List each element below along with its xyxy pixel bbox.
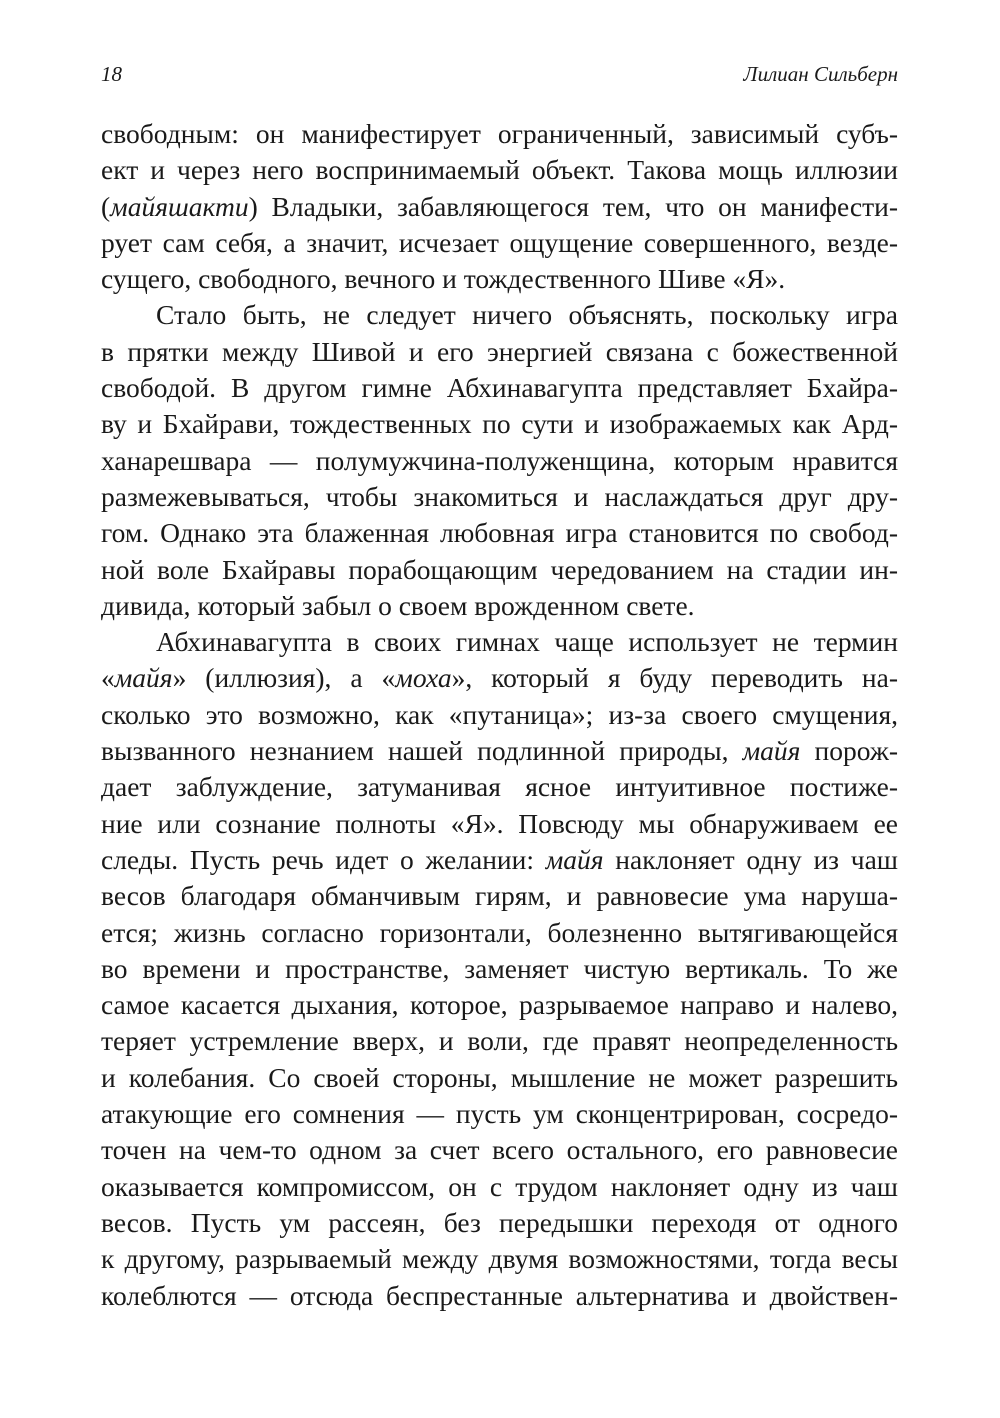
text-line: «майя» (иллюзия), а «моха», который я буду переводить на- <box>101 662 898 694</box>
text-line: к другому, разрываемый между двумя возможностями, тогда весы <box>101 1243 898 1275</box>
text-line: размежевываться, чтобы знакомиться и наслаждаться друг дру- <box>101 480 898 512</box>
text-line: и колебания. Со своей стороны, мышление не может разрешить <box>101 1061 898 1093</box>
paragraph-2 <box>101 297 898 624</box>
text-line: рует сам себя, а значит, исчезает ощущение совершенного, везде- <box>101 226 898 258</box>
italic-term: майя <box>742 735 801 767</box>
italic-term: майяшакти <box>110 190 249 222</box>
text-line: во времени и пространстве, заменяет чистую вертикаль. То же <box>101 952 898 984</box>
paragraph-3 <box>101 624 898 1314</box>
italic-term: майя <box>114 662 173 694</box>
body-text <box>101 116 898 1314</box>
text-line: атакующие его сомнения — пусть ум сконцентрирован, сосредо- <box>101 1098 898 1130</box>
italic-term: майя <box>545 843 604 875</box>
text-line: весов. Пусть ум рассеян, без передышки переходя от одного <box>101 1206 898 1238</box>
text-line: (майяшакти) Владыки, забавляющегося тем, что он манифести- <box>101 190 898 222</box>
text-line: ект и через него воспринимаемый объект. Такова мощь иллюзии <box>101 154 898 186</box>
text-line: следы. Пусть речь идет о желании: майя наклоняет одну из чаш <box>101 843 898 875</box>
text-line: ной воле Бхайравы порабощающим чередованием на стадии ин- <box>101 553 898 585</box>
running-head-author: Лилиан Сильберн <box>743 62 898 86</box>
text-line: весов благодаря обманчивым гирям, и равновесие ума наруша- <box>101 880 898 912</box>
text-line: ву и Бхайрави, тождественных по сути и изображаемых как Ард- <box>101 408 898 440</box>
text-line: оказывается компромиссом, он с трудом наклоняет одну из чаш <box>101 1170 898 1202</box>
text-line: в прятки между Шивой и его энергией связана с божественной <box>101 335 898 367</box>
running-head <box>101 62 898 92</box>
text-line: дивида, который забыл о своем врожденном свете. <box>101 589 695 621</box>
text-line: ется; жизнь согласно горизонтали, болезненно вытягивающейся <box>101 916 898 948</box>
text-line: самое касается дыхания, которое, разрываемое направо и налево, <box>101 989 898 1021</box>
text-line: гом. Однако эта блаженная любовная игра становится по свобод- <box>101 517 898 549</box>
italic-term: моха <box>395 662 452 694</box>
page-number: 18 <box>101 62 122 86</box>
text-line: теряет устремление вверх, и воли, где правят неопределенность <box>101 1025 898 1057</box>
text-line: свободой. В другом гимне Абхинавагупта представляет Бхайра- <box>101 372 898 404</box>
text-line: колеблются — отсюда беспрестанные альтернатива и двойствен- <box>101 1279 898 1311</box>
text-line: ние или сознание полноты «Я». Повсюду мы обнаруживаем ее <box>101 807 898 839</box>
text-line: Стало быть, не следует ничего объяснять, поскольку игра <box>156 299 898 331</box>
paragraph-1 <box>101 116 898 297</box>
text-line: ханарешвара — полумужчина-полуженщина, которым нравится <box>101 444 898 476</box>
text-line: дает заблуждение, затуманивая ясное интуитивное постиже- <box>101 771 898 803</box>
text-line: вызванного незнанием нашей подлинной природы, майя порож- <box>101 735 898 767</box>
text-line: сколько это возможно, как «путаница»; из-за своего смущения, <box>101 698 898 730</box>
text-line: свободным: он манифестирует ограниченный, зависимый субъ- <box>101 118 898 149</box>
text-line: сущего, свободного, вечного и тождественного Шиве «Я». <box>101 263 786 295</box>
text-line: Абхинавагупта в своих гимнах чаще использует не термин <box>156 626 898 658</box>
text-line: точен на чем-то одном за счет всего остального, его равновесие <box>101 1134 898 1166</box>
